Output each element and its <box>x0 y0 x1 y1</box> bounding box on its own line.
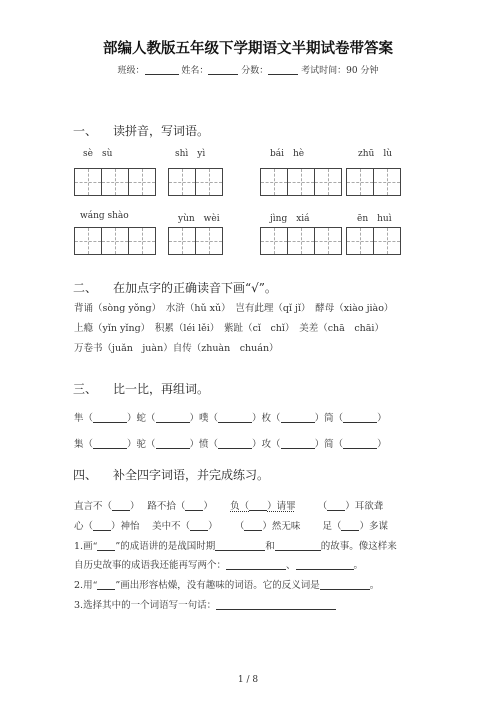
pronunciation-row-1[interactable]: 背诵（sòng yǒng） 水浒（hǔ xǔ） 岂有此理（qǐ jǐ） 酵母（xiào jiào） <box>74 303 394 314</box>
writing-grid-4[interactable] <box>346 168 400 196</box>
pinyin-5: wáng shào <box>80 211 129 221</box>
name-label: 姓名： <box>181 66 209 76</box>
writing-grid-8[interactable] <box>346 227 400 255</box>
writing-grid-5[interactable] <box>74 227 155 255</box>
pronunciation-row-2[interactable]: 上瘾（yǐn yǐng） 积累（léi lěi） 紫趾（cǐ chǐ） 美差（chā chāi） <box>74 323 384 334</box>
pinyin-2: shì yì <box>175 149 206 159</box>
section-3-heading: 三、 比一比，再组词。 <box>73 382 210 396</box>
page-title: 部编人教版五年级下学期语文半期试卷带答案 <box>103 41 393 57</box>
writing-grid-3[interactable] <box>260 168 341 196</box>
question-1-line-2[interactable]: 自历史故事的成语我还能再写两个： 、 。 <box>74 560 364 571</box>
question-2[interactable]: 2.用“ ”画出形容枯燥，没有趣味的词语。它的反义词是 。 <box>74 580 380 591</box>
word-compare-row-2[interactable]: 集（ ）驼（ ）愤（ ）攻（ ）简（ ） <box>74 439 387 450</box>
pinyin-3: bái hè <box>270 149 305 159</box>
question-3[interactable]: 3.选择其中的一个词语写一句话： <box>74 597 336 611</box>
student-info <box>0 63 496 76</box>
name-blank[interactable] <box>208 65 238 75</box>
question-1-line-1[interactable]: 1.画“ ”的成语讲的是战国时期 和 的故事。像这样来 <box>74 541 397 552</box>
time-label: 考试时间：90 分钟 <box>301 66 379 76</box>
score-label: 分数： <box>241 66 269 76</box>
idiom-row-2[interactable]: 心（ ）神怡 美中不（ ） （ ）然无味 足（ ）多谋 <box>74 521 388 532</box>
writing-grid-6[interactable] <box>168 227 222 255</box>
writing-grid-2[interactable] <box>168 168 222 196</box>
section-2-heading: 二、 在加点字的正确读音下画“√”。 <box>73 281 277 295</box>
pinyin-4: zhū lù <box>358 149 393 159</box>
writing-grid-1[interactable] <box>74 168 155 196</box>
pinyin-8: ēn huì <box>357 214 392 224</box>
word-compare-row-1[interactable]: 隼（ ）蛇（ ）噗（ ）枚（ ）筒（ ） <box>74 413 387 424</box>
pinyin-1: sè sù <box>83 149 113 159</box>
section-1-heading: 一、 读拼音，写词语。 <box>73 124 210 138</box>
page-number: 1 / 8 <box>237 675 259 685</box>
pinyin-6: yùn wèi <box>178 214 220 224</box>
section-4-heading: 四、 补全四字词语，并完成练习。 <box>73 468 270 482</box>
pronunciation-row-3[interactable]: 万卷书（juǎn juàn）自传（zhuàn chuán） <box>74 343 279 354</box>
writing-grid-7[interactable] <box>260 227 341 255</box>
pinyin-7: jìng xiá <box>270 214 310 224</box>
class-label: 班级： <box>117 66 145 76</box>
score-blank[interactable] <box>268 65 298 75</box>
idiom-row-1[interactable]: 直言不（ ） 路不拾（ ） 负（ ）请罪 （ ）耳欲聋 <box>74 501 384 512</box>
class-blank[interactable] <box>145 65 179 75</box>
